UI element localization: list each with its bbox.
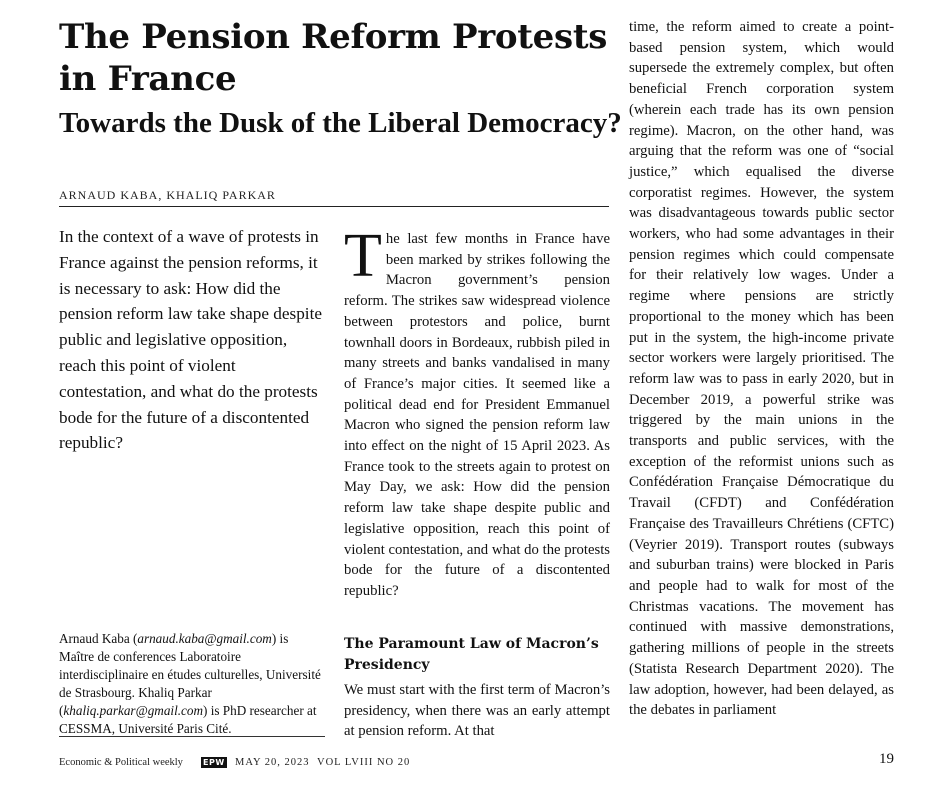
- byline-divider: [59, 206, 609, 207]
- issue-volume: VOL LVIII NO 20: [317, 757, 411, 768]
- author-note: [59, 630, 321, 739]
- author-note-text: ) is PhD researcher at CESSMA, Université Paris Cité.: [59, 703, 317, 737]
- body-column-right: time, the reform aimed to create a point-based pension system, which would supersede the extremely complex, but often beneficial French corporation system (wherein each trade has its own pension regime). Macron, on the other hand, was arguing that the reform was one of “social justice,” which equalised the diverse corporatist regimes. However, the system was disadvantageous towards public sector workers, who had some advantages in their pension regimes which could compensate for their relatively low wages. Under a regime where pensions are strictly proportional to the money which has been put in the system, the high-income private sector workers were largely prioritised. The reform law was to pass in early 2020, but in December 2019, a powerful strike was triggered by the main unions in the transports and public services, with the exception of the reformist unions such as Confédération Française Démocratique du Travail (CFDT) and Confédération Française des Travailleurs Chrétiens (CFTC) (Veyrier 2019). Transport routes (subways and suburban trains) were blocked in Paris and people had to walk for most of the Christmas vacations. The movement has continued with massive demonstrations, gathering millions of people in the streets (Statista Research Department 2020). The law adoption, however, had been delayed, as the debates in parliament: [629, 19, 894, 719]
- page-footer: [59, 756, 899, 772]
- author-note-text: Arnaud Kaba (: [59, 631, 138, 646]
- article-title: The Pension Reform Protests in France: [59, 17, 608, 99]
- article-subtitle: Towards the Dusk of the Liberal Democracy?: [59, 107, 622, 139]
- section-paragraph: We must start with the first term of Macron’s presidency, when there was an early attempt at pension reform. At that: [344, 682, 610, 740]
- body-column-middle: [344, 222, 610, 602]
- intro-paragraph: he last few months in France have been marked by strikes following the Macron government’s pension reform. The strikes saw widespread violence between protestors and police, burnt townhall doors in Bordeaux, rubbish piled in many streets and banks vandalised in many of France’s major cities. It seemed like a political dead end for President Emmanuel Macron who signed the pension reform law into effect on the night of 15 April 2023. As France took to the streets again to protest on May Day, we ask: How did the pension reform law take shape despite public and legislative opposition, reach this point of violent contestation, and what do the protests bode for the future of a discontented republic?: [344, 231, 610, 599]
- author-byline: ARNAUD KABA, KHALIQ PARKAR: [59, 188, 276, 202]
- journal-name: Economic & Political weekly: [59, 757, 183, 768]
- section-heading: The Paramount Law of Macron’s Presidency: [344, 636, 599, 673]
- author-note-text: ) is Maître de conferences Laboratoire interdisciplinaire en études culturelles, Université de Strasbourg. Khaliq Parkar (: [59, 631, 321, 719]
- drop-cap: T: [344, 222, 382, 290]
- page-number: 19: [879, 751, 894, 767]
- author-email-link[interactable]: arnaud.kaba@gmail.com: [137, 631, 272, 646]
- author-email-link[interactable]: khaliq.parkar@gmail.com: [63, 703, 204, 719]
- author-note-divider: [59, 736, 325, 737]
- issue-date: MAY 20, 2023: [235, 757, 310, 768]
- epw-logo: EPW: [203, 758, 225, 767]
- abstract: In the context of a wave of protests in France against the pension reforms, it is necessary to ask: How did the pension reform law take shape despite public and legislative opposition, reach this point of violent contestation, and what do the protests bode for the future of a discontented republic?: [59, 227, 322, 453]
